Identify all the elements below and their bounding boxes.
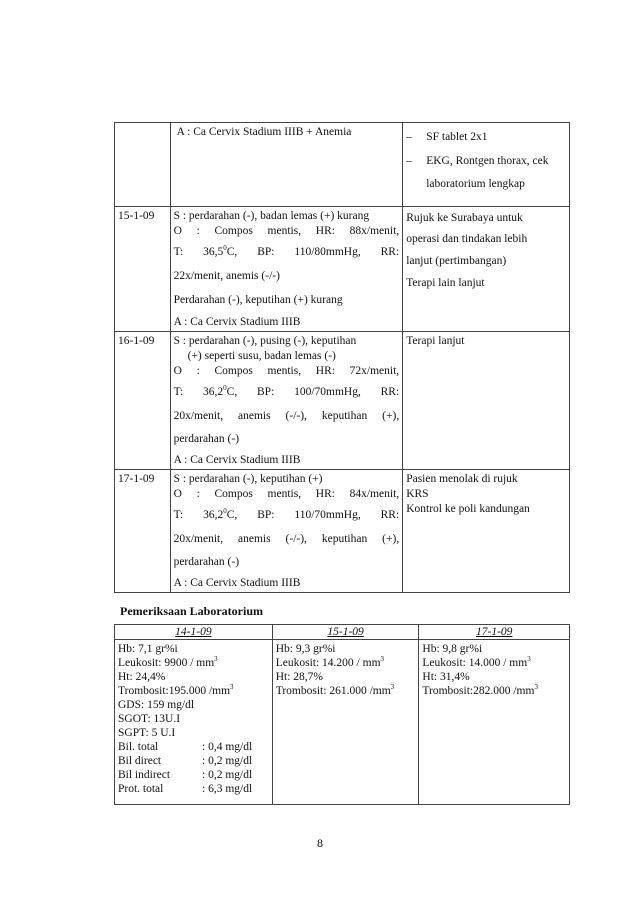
vitals-cont: 22x/menit, anemis (-/-) [173, 270, 280, 282]
page-number: 8 [317, 836, 323, 850]
subjective-text: S : perdarahan (-), keputihan (+) [173, 473, 323, 485]
ht-value: Ht: 31,4% [422, 671, 470, 683]
treatment-table [114, 122, 570, 593]
hb-value: Hb: 7,1 gr%i [118, 643, 178, 655]
objective-line: O : Compos mentis, HR: 72x/menit, [173, 365, 400, 377]
date-cell: 17-1-09 [115, 470, 171, 593]
bil-direct-value: Bil direct : 0,2 mg/dl [118, 755, 253, 767]
vitals-line: T: 36,5$^0$C, BP: 110/80mmHg, RR: [173, 244, 400, 258]
plan-line: Terapi lanjut [406, 335, 465, 347]
vitals-cont: 20x/menit, anemis (-/-), keputihan (+), [173, 533, 400, 545]
subjective-cont: (+) seperti susu, badan lemas (-) [187, 350, 336, 362]
sgot-value: SGOT: 13U.I [118, 713, 181, 725]
plan-cell [403, 123, 570, 207]
plan-line: KRS [406, 488, 429, 500]
plan-line: Pasien menolak di rujuk [406, 473, 518, 485]
ht-value: Ht: 28,7% [275, 671, 324, 683]
plan-item: – SF tablet 2x1 [406, 125, 566, 149]
prot-total-value: Prot. total : 6,3 mg/dl [118, 783, 253, 795]
lab-col-1 [115, 640, 273, 805]
hb-value: Hb: 9,8 gr%i [422, 643, 483, 655]
assessment-text: A : Ca Cervix Stadium IIIB [173, 577, 301, 589]
ht-value: Ht: 24,4% [118, 671, 166, 683]
plan-cell [403, 332, 570, 470]
plan-line: lanjut (pertimbangan) [406, 255, 507, 267]
subjective-text: S : perdarahan (-), badan lemas (+) kurang [173, 210, 370, 222]
bil-total-value: Bil. total : 0,4 mg/dl [118, 741, 253, 753]
gds-value: GDS: 159 mg/dl [118, 699, 195, 711]
observation-text: Perdarahan (-), keputihan (+) kurang [173, 294, 343, 306]
date-cell: 15-1-09 [115, 207, 171, 332]
objective-line: O : Compos mentis, HR: 88x/menit, [173, 225, 400, 237]
lab-col-3 [419, 640, 570, 805]
hb-value: Hb: 9,3 gr%i [275, 643, 336, 655]
trombosit-value: Trombosit:195.000 $/mm^3$ [118, 683, 234, 697]
lab-date-header: 14-1-09 [115, 625, 273, 640]
table-row [115, 207, 570, 332]
plan-cell [403, 470, 570, 593]
table-row [115, 470, 570, 593]
lab-values-row [115, 640, 570, 805]
bil-indirect-value: Bil indirect : 0,2 mg/dl [118, 769, 253, 781]
observation-text: perdarahan (-) [173, 433, 240, 445]
lab-header-row [115, 625, 570, 640]
lab-table [114, 624, 570, 805]
trombosit-value: Trombosit: 261.000 $/mm^3$ [275, 683, 395, 697]
assessment-text: A : Ca Cervix Stadium IIIB [173, 454, 301, 466]
lab-col-2 [272, 640, 419, 805]
lab-date-header: 17-1-09 [419, 625, 570, 640]
table-row [115, 332, 570, 470]
soap-cell [170, 470, 403, 593]
subjective-text: S : perdarahan (-), pusing (-), keputihan [173, 335, 357, 347]
observation-text: perdarahan (-) [173, 556, 240, 568]
soap-cell [170, 123, 403, 207]
lab-date-header: 15-1-09 [272, 625, 419, 640]
plan-line: operasi dan tindakan lebih [406, 233, 528, 245]
trombosit-value: Trombosit:282.000 $/mm^3$ [422, 683, 538, 697]
soap-cell [170, 332, 403, 470]
vitals-line: T: 36,2$^0$C, BP: 100/70mmHg, RR: [173, 384, 400, 398]
plan-line: Rujuk ke Surabaya untuk [406, 212, 523, 224]
plan-cell [403, 207, 570, 332]
lab-section-title: Pemeriksaan Laboratorium [120, 604, 263, 618]
leukosit-value: Leukosit: $9900 / mm^3$ [118, 655, 218, 669]
plan-item: – EKG, Rontgen thorax, cek [406, 149, 566, 173]
plan-line: Kontrol ke poli kandungan [406, 503, 530, 515]
sgpt-value: SGPT: 5 U.I [118, 727, 176, 739]
date-cell: 16-1-09 [115, 332, 171, 470]
vitals-line: T: 36,2$^0$C, BP: 110/70mmHg, RR: [173, 507, 400, 521]
plan-item-cont: laboratorium lengkap [426, 178, 525, 190]
assessment-text: A : Ca Cervix Stadium IIIB + Anemia [176, 126, 352, 138]
assessment-text: A : Ca Cervix Stadium IIIB [173, 316, 301, 328]
vitals-cont: 20x/menit, anemis (-/-), keputihan (+), [173, 410, 400, 422]
leukosit-value: Leukosit: $14.200 / mm^3$ [275, 655, 385, 669]
date-cell [115, 123, 171, 207]
objective-line: O : Compos mentis, HR: 84x/menit, [173, 488, 400, 500]
table-row [115, 123, 570, 207]
leukosit-value: Leukosit: $14.000 / mm^3$ [422, 655, 531, 669]
soap-cell [170, 207, 403, 332]
plan-line: Terapi lain lanjut [406, 277, 485, 289]
